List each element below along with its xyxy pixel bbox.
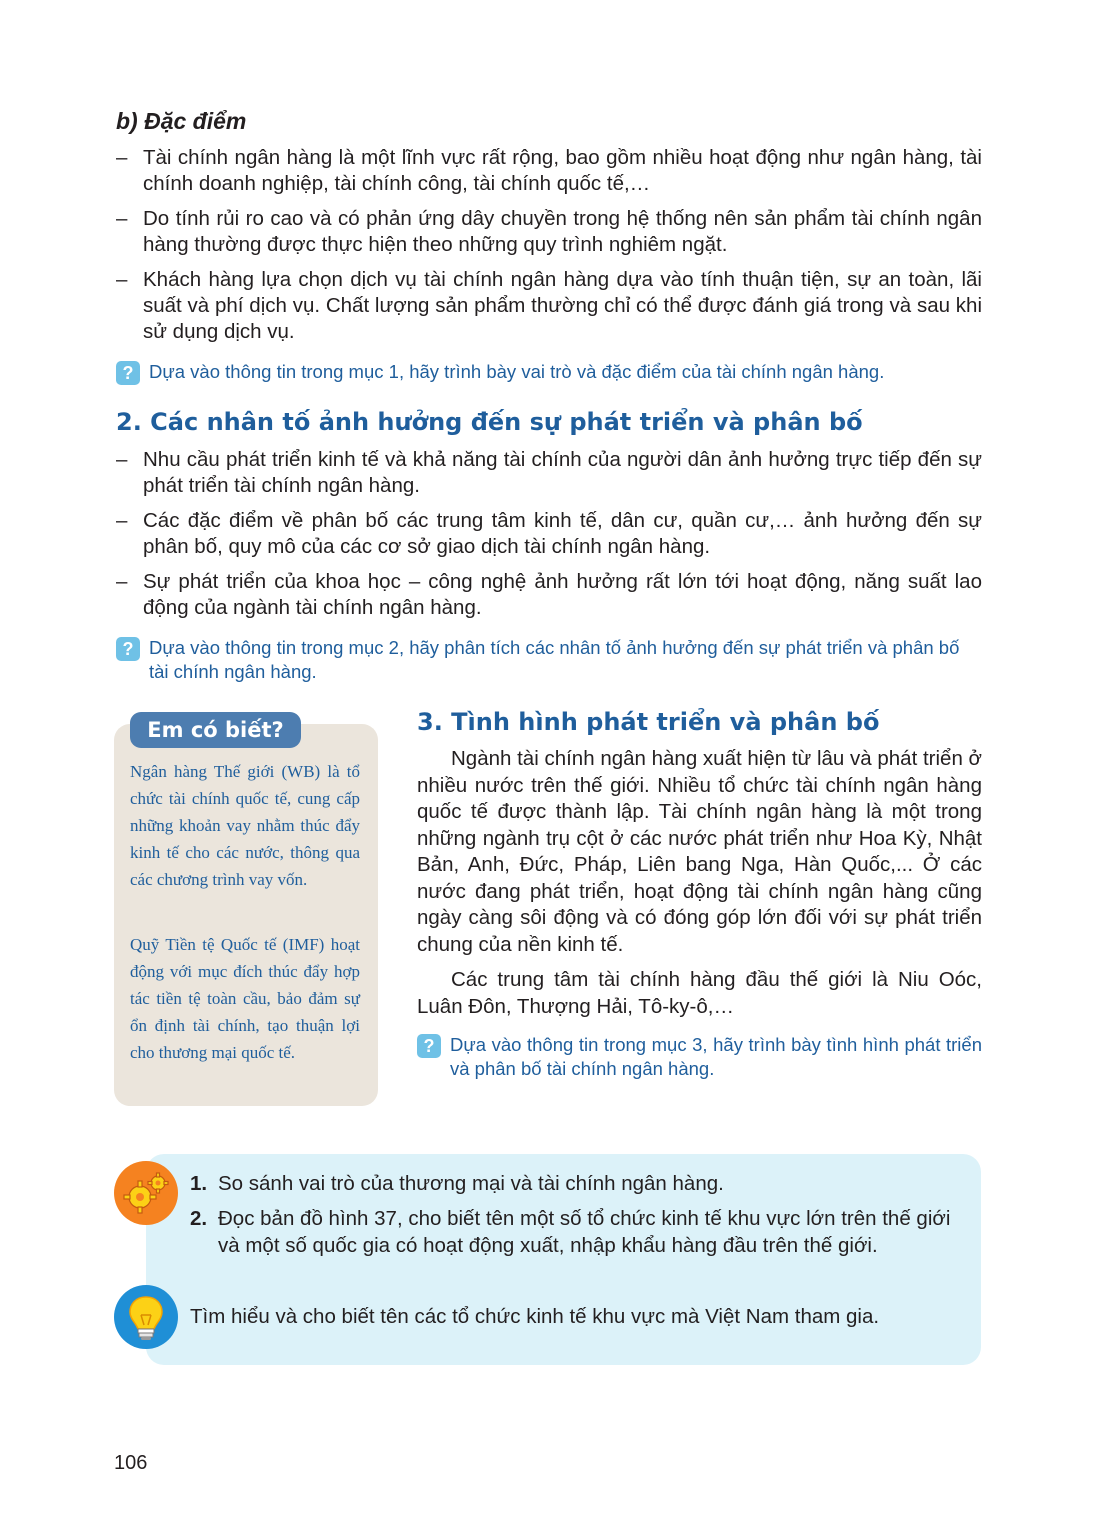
list-item: – Tài chính ngân hàng là một lĩnh vực rất rộng, bao gồm nhiều hoạt động như ngân hàng, tài chính doanh nghiệp, tài chính công, tài chính quốc tế,… [116,145,982,197]
question-text: Dựa vào thông tin trong mục 3, hãy trình bày tình hình phát triển và phân bố tài chính ngân hàng. [450,1034,982,1079]
question-1 [116,360,982,385]
practice-list [190,1170,970,1267]
bullet-list-nhan-to [116,447,982,630]
question-2 [116,636,982,684]
apply-text: Tìm hiểu và cho biết tên các tổ chức kinh tế khu vực mà Việt Nam tham gia. [190,1305,880,1328]
list-item [190,1205,970,1259]
item-text: So sánh vai trò của thương mại và tài chính ngân hàng. [218,1172,724,1195]
bullet-list-dac-diem [116,145,982,354]
paragraph-centers: Các trung tâm tài chính hàng đầu thế giới là Niu Oóc, Luân Đôn, Thượng Hải, Tô-ky-ô,… [417,968,982,1018]
list-item: – Khách hàng lựa chọn dịch vụ tài chính ngân hàng dựa vào tính thuận tiện, sự an toàn, lãi suất và phí dịch vụ. Chất lượng sản phẩm thường chỉ có thể được đánh giá trong và sau khi sử dụng dịch vụ. [116,267,982,345]
sidebar-paragraph-wb: Ngân hàng Thế giới (WB) là tổ chức tài chính quốc tế, cung cấp những khoản vay nhằm thúc đẩy kinh tế cho các nước, thông qua các chương trình vay vốn. [130,762,360,889]
question-text: Dựa vào thông tin trong mục 2, hãy phân tích các nhân tố ảnh hưởng đến sự phát triển và phân bố tài chính ngân hàng. [149,637,960,682]
subheading-dac-diem: b) Đặc điểm [116,108,247,134]
lightbulb-icon [114,1285,178,1349]
question-icon: ? [417,1034,441,1058]
item-number: 2. [190,1207,208,1230]
list-item: – Các đặc điểm về phân bố các trung tâm kinh tế, dân cư, quần cư,… ảnh hưởng đến sự phân bố, quy mô của các cơ sở giao dịch tài chính ngân hàng. [116,508,982,560]
sidebar-paragraph-imf: Quỹ Tiền tệ Quốc tế (IMF) hoạt động với mục đích thúc đẩy hợp tác tiền tệ toàn cầu, bảo đảm sự ổn định tài chính, tạo thuận lợi cho thương mại quốc tế. [130,935,360,1062]
list-item [190,1170,970,1197]
paragraph-development: Ngành tài chính ngân hàng xuất hiện từ lâu và phát triển ở nhiều nước trên thế giới. Nhiều tổ chức tài chính ngân hàng quốc tế được thành lập. Tài chính ngân hàng là một trong những ngành trụ cột ở các nước phát triển như Hoa Kỳ, Nhật Bản, Anh, Đức, Pháp, Liên bang Nga, Hàn Quốc,... Ở các nước đang phát triển, hoạt động tài chính ngân hàng cũng ngày càng sôi động và có đóng góp lớn đối với sự phát triển chung của nền kinh tế. [417,747,982,956]
list-item: – Nhu cầu phát triển kinh tế và khả năng tài chính của người dân ảnh hưởng trực tiếp đến sự phát triển tài chính ngân hàng. [116,447,982,499]
list-item: – Do tính rủi ro cao và có phản ứng dây chuyền trong hệ thống nên sản phẩm tài chính ngân hàng thường được thực hiện theo những quy trình nghiêm ngặt. [116,206,982,258]
page-number: 106 [114,1452,148,1474]
question-icon: ? [116,637,140,661]
did-you-know-title: Em có biết? [130,712,301,748]
section-heading-2: 2. Các nhân tố ảnh hưởng đến sự phát triển và phân bố [116,408,863,436]
question-icon: ? [116,361,140,385]
item-text: Đọc bản đồ hình 37, cho biết tên một số tổ chức kinh tế khu vực lớn trên thế giới và một số quốc gia có hoạt động xuất, nhập khẩu hàng đầu trên thế giới. [218,1207,951,1257]
question-text: Dựa vào thông tin trong mục 1, hãy trình bày vai trò và đặc điểm của tài chính ngân hàng. [149,361,885,382]
question-3 [417,1033,982,1081]
gears-icon [114,1161,178,1225]
list-item: – Sự phát triển của khoa học – công nghệ ảnh hưởng rất lớn tới hoạt động, năng suất lao động của ngành tài chính ngân hàng. [116,569,982,621]
section-heading-3: 3. Tình hình phát triển và phân bố [417,708,880,736]
item-number: 1. [190,1172,208,1195]
